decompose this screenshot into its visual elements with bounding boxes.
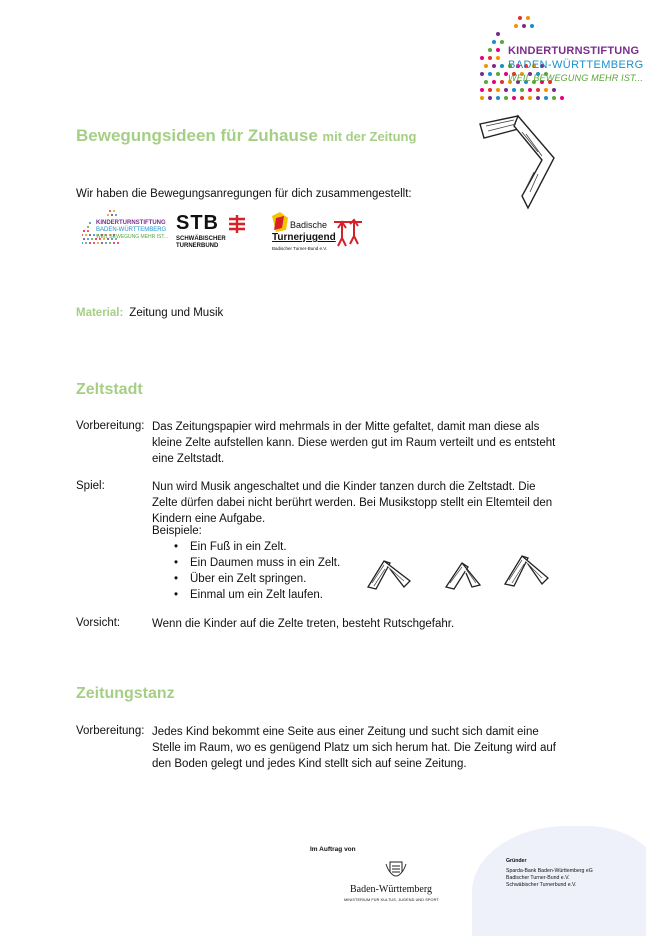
- gruender-block: [506, 858, 593, 889]
- logo-dot: [520, 88, 524, 92]
- newspaper-illustration-icon: [474, 112, 564, 212]
- title-sub: mit der Zeitung: [322, 129, 417, 144]
- logo-dot: [544, 88, 548, 92]
- logo-dot: [480, 96, 484, 100]
- stb-subtitle-line1: SCHWÄBISCHER: [176, 236, 226, 242]
- section-heading-zeltstadt: Zeltstadt: [76, 381, 143, 398]
- logo-dot: [113, 210, 115, 212]
- stb-wordmark: STB: [176, 212, 219, 234]
- s2-vorbereitung-text: Jedes Kind bekommt eine Seite aus einer Zeitung und sucht sich damit eine Stelle im Raum, wo es genügend Platz um sich herum hat. Die Zeitung wird auf den Boden gelegt und jedes Kind stellt sich auf seine Zeitung.: [152, 726, 556, 770]
- logo-dot: [536, 96, 540, 100]
- logo-line-2: BADEN-WÜRTTEMBERG: [508, 59, 644, 71]
- logo-dot: [93, 234, 95, 236]
- gruender-line: Badischer Turner-Bund e.V.: [506, 875, 570, 881]
- s1-spiel-label: Spiel:: [76, 480, 105, 492]
- logo-dot: [504, 88, 508, 92]
- logo-dot: [492, 64, 496, 68]
- logo-dot: [496, 96, 500, 100]
- logo-dot: [514, 24, 518, 28]
- partner-logo-stb: [176, 212, 260, 248]
- logo-dot: [522, 24, 526, 28]
- partner-kt-line2: BADEN-WÜRTTEMBERG: [96, 227, 167, 233]
- logo-dot: [528, 96, 532, 100]
- logo-dot: [484, 80, 488, 84]
- state-coat-of-arms-icon: [384, 858, 408, 882]
- logo-dot: [488, 56, 492, 60]
- paper-tent-icon: [502, 552, 552, 590]
- logo-dot: [111, 214, 113, 216]
- logo-dot: [105, 242, 107, 244]
- logo-dot: [109, 242, 111, 244]
- bw-ministry: MINISTERIUM FÜR KULTUS, JUGEND UND SPORT: [344, 898, 439, 902]
- partner-kt-line1: KINDERTURNSTIFTUNG: [96, 220, 166, 226]
- logo-dot: [89, 234, 91, 236]
- logo-dot: [496, 56, 500, 60]
- logo-dot: [87, 230, 89, 232]
- logo-dot: [480, 88, 484, 92]
- logo-dot: [512, 96, 516, 100]
- logo-dot: [107, 214, 109, 216]
- logo-dot: [492, 40, 496, 44]
- gruender-line: Schwäbischer Turnerbund e.V.: [506, 882, 577, 888]
- s1-vorsicht-label: Vorsicht:: [76, 617, 121, 629]
- title-main: Bewegungsideen für Zuhause: [76, 126, 318, 145]
- logo-dot: [552, 96, 556, 100]
- logo-dot: [512, 88, 516, 92]
- list-item: • Ein Fuß in ein Zelt.: [172, 539, 340, 555]
- logo-dot: [560, 96, 564, 100]
- logo-dot: [85, 234, 87, 236]
- section-heading-zeitungstanz: Zeitungstanz: [76, 685, 175, 702]
- logo-dot: [87, 226, 89, 228]
- kinderturnstiftung-logo: [480, 10, 644, 105]
- logo-letter-pyramid-icon: [480, 10, 630, 105]
- logo-dot: [484, 64, 488, 68]
- logo-dot: [97, 242, 99, 244]
- logo-dot: [87, 238, 89, 240]
- material-label: Material:: [76, 307, 124, 319]
- partner-logo-badische-turnerjugend: [268, 208, 368, 253]
- logo-dot: [552, 88, 556, 92]
- material-line: [76, 307, 223, 319]
- logo-line-1: KINDERTURNSTIFTUNG: [508, 45, 640, 57]
- beispiele-list: [172, 539, 340, 603]
- s1-beispiele-label: Beispiele:: [152, 525, 202, 537]
- bw-name: Baden-Württemberg: [350, 884, 433, 895]
- logo-dot: [85, 242, 87, 244]
- logo-dot: [530, 24, 534, 28]
- logo-dot: [496, 48, 500, 52]
- logo-dot: [115, 214, 117, 216]
- logo-dot: [117, 242, 119, 244]
- logo-dot: [518, 16, 522, 20]
- logo-dot: [113, 242, 115, 244]
- gruender-heading: Gründer: [506, 858, 527, 864]
- logo-dot: [528, 88, 532, 92]
- logo-line-3: WEIL BEWEGUNG MEHR IST...: [508, 73, 644, 83]
- logo-dot: [500, 64, 504, 68]
- s1-vorsicht-text: Wenn die Kinder auf die Zelte treten, besteht Rutschgefahr.: [152, 618, 455, 630]
- paper-tent-icon: [442, 557, 490, 593]
- logo-dot: [544, 96, 548, 100]
- logo-dot: [504, 96, 508, 100]
- btj-line1: Badische: [290, 220, 328, 230]
- logo-dot: [91, 238, 93, 240]
- footer-auftrag: Im Auftrag von: [310, 846, 356, 853]
- partner-logo-kinderturnstiftung: [82, 208, 169, 248]
- stb-emblem-icon: [226, 214, 248, 234]
- logo-dot: [488, 48, 492, 52]
- logo-dot: [496, 88, 500, 92]
- logo-dot: [536, 88, 540, 92]
- paper-tent-icon: [366, 555, 414, 591]
- logo-dot: [109, 210, 111, 212]
- logo-dot: [488, 96, 492, 100]
- logo-dot: [500, 80, 504, 84]
- list-item: • Einmal um ein Zelt laufen.: [172, 587, 340, 603]
- s1-vorbereitung-label: Vorbereitung:: [76, 420, 145, 432]
- s2-vorbereitung-label: Vorbereitung:: [76, 725, 145, 737]
- material-value: Zeitung und Musik: [129, 307, 224, 319]
- logo-dot: [520, 96, 524, 100]
- logo-dot: [496, 72, 500, 76]
- logo-dot: [93, 242, 95, 244]
- stb-subtitle-line2: TURNERBUND: [176, 243, 219, 249]
- logo-dot: [480, 56, 484, 60]
- intro-text: Wir haben die Bewegungsanregungen für dich zusammengestellt:: [76, 188, 412, 200]
- gruender-line: Sparda-Bank Baden-Württemberg eG: [506, 868, 593, 874]
- logo-dot: [496, 32, 500, 36]
- s1-spiel-text: Nun wird Musik angeschaltet und die Kinder tanzen durch die Zeltstadt. Die Zelte dürfen dabei nicht berührt werden. Bei Musikstopp stellt ein Eltemteil den Kindern eine Aufgabe.: [152, 481, 553, 525]
- logo-dot: [500, 40, 504, 44]
- logo-dot: [526, 16, 530, 20]
- btj-line3: Badischer Turner-Bund e.V.: [272, 246, 328, 251]
- stb-subtitle: [176, 236, 226, 250]
- logo-dot: [89, 242, 91, 244]
- partner-kt-line3: WEIL BEWEGUNG MEHR IST...: [96, 234, 169, 240]
- logo-dot: [101, 242, 103, 244]
- logo-dot: [480, 72, 484, 76]
- logo-dot: [82, 242, 83, 244]
- s1-vorbereitung-text: Das Zeitungspapier wird mehrmals in der Mitte gefaltet, damit man diese als kleine Zelte aufstellen kann. Diese werden gut im Raum verteilt und es entsteht eine Zeltstadt.: [152, 421, 556, 465]
- btj-line2: Turnerjugend: [272, 232, 336, 243]
- baden-wuerttemberg-logo: [340, 858, 450, 908]
- logo-dot: [492, 80, 496, 84]
- page-title: [76, 126, 416, 146]
- logo-dot: [83, 238, 85, 240]
- list-item: • Über ein Zelt springen.: [172, 571, 340, 587]
- logo-dot: [488, 72, 492, 76]
- logo-dot: [488, 88, 492, 92]
- list-item: • Ein Daumen muss in ein Zelt.: [172, 555, 340, 571]
- logo-dot: [82, 234, 83, 236]
- logo-dot: [89, 222, 91, 224]
- logo-dot: [83, 230, 85, 232]
